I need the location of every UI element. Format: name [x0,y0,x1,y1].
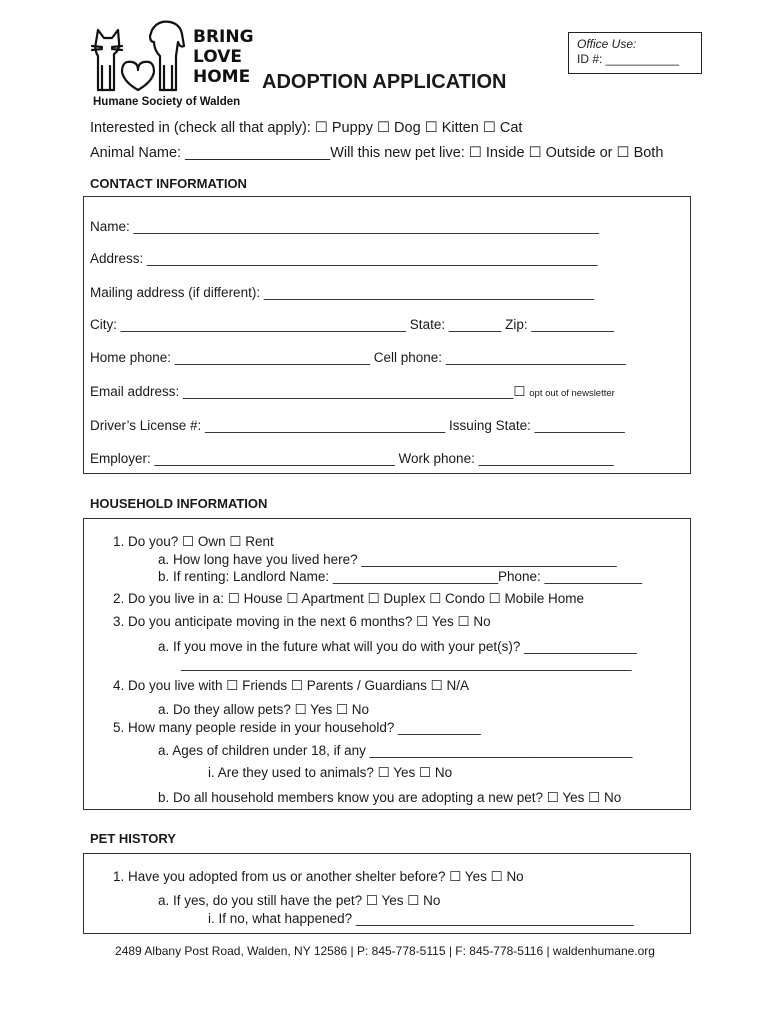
cat-dog-heart-logo-icon [88,16,188,96]
household-heading: HOUSEHOLD INFORMATION [90,496,268,511]
opt-out-newsletter-label: opt out of newsletter [529,388,615,399]
logo [88,16,254,112]
org-name: Humane Society of Walden [93,96,241,108]
phone-field[interactable]: Home phone: __________________________ Cell phone: ________________________ [90,350,627,365]
ph-q1[interactable]: 1. Have you adopted from us or another shelter before? ☐ Yes ☐ No [113,869,524,884]
hh-q4a[interactable]: a. Do they allow pets? ☐ Yes ☐ No [158,702,370,717]
ph-q1ai[interactable]: i. If no, what happened? _____________________________________ [208,911,634,926]
hh-q5a[interactable]: a. Ages of children under 18, if any ___________________________________ [158,743,633,758]
name-field[interactable]: Name: ______________________________________________________________ [90,219,600,234]
pet-history-heading: PET HISTORY [90,831,176,846]
hh-q3a-continued[interactable]: ____________________________________________________________ [181,656,632,671]
animal-name-line[interactable]: Animal Name: __________________Will this new pet live: ☐ Inside ☐ Outside or ☐ Both [90,145,664,161]
logo-word-love: LOVE [193,47,242,67]
contact-heading: CONTACT INFORMATION [90,176,247,191]
hh-q5[interactable]: 5. How many people reside in your household? ___________ [113,720,481,735]
mailing-address-field[interactable]: Mailing address (if different): ____________________________________________ [90,285,595,300]
hh-q5b[interactable]: b. Do all household members know you are adopting a new pet? ☐ Yes ☐ No [158,790,622,805]
city-state-zip-field[interactable]: City: ______________________________________ State: _______ Zip: ___________ [90,317,614,332]
office-use-id-field[interactable]: ID #: ___________ [577,52,680,66]
hh-q2[interactable]: 2. Do you live in a: ☐ House ☐ Apartment ☐ Duplex ☐ Condo ☐ Mobile Home [113,591,584,606]
hh-q1b[interactable]: b. If renting: Landlord Name: ______________________Phone: _____________ [158,569,643,584]
ph-q1a[interactable]: a. If yes, do you still have the pet? ☐ Yes ☐ No [158,893,441,908]
logo-word-bring: BRING [193,27,254,47]
email-field[interactable] [90,384,615,400]
hh-q3[interactable]: 3. Do you anticipate moving in the next 6 months? ☐ Yes ☐ No [113,614,491,629]
email-label[interactable]: Email address: ____________________________________________☐ [90,384,526,399]
hh-q4[interactable]: 4. Do you live with ☐ Friends ☐ Parents / Guardians ☐ N/A [113,678,469,693]
interested-in-line[interactable]: Interested in (check all that apply): ☐ Puppy ☐ Dog ☐ Kitten ☐ Cat [90,120,523,136]
hh-q1[interactable]: 1. Do you? ☐ Own ☐ Rent [113,534,274,549]
hh-q3a[interactable]: a. If you move in the future what will you do with your pet(s)? _______________ [158,639,637,654]
hh-q5ai[interactable]: i. Are they used to animals? ☐ Yes ☐ No [208,765,453,780]
logo-word-home: HOME [193,67,251,87]
page-title: ADOPTION APPLICATION [262,71,507,93]
footer-contact: 2489 Albany Post Road, Walden, NY 12586 | P: 845-778-5115 | F: 845-778-5116 | waldenhumane.org [115,944,655,958]
office-use-box [568,32,702,74]
office-use-label: Office Use: [577,37,637,51]
employer-field[interactable]: Employer: ________________________________ Work phone: __________________ [90,451,614,466]
hh-q1a[interactable]: a. How long have you lived here? __________________________________ [158,552,617,567]
address-field[interactable]: Address: ____________________________________________________________ [90,251,598,266]
drivers-license-field[interactable]: Driver’s License #: ________________________________ Issuing State: ____________ [90,418,625,433]
